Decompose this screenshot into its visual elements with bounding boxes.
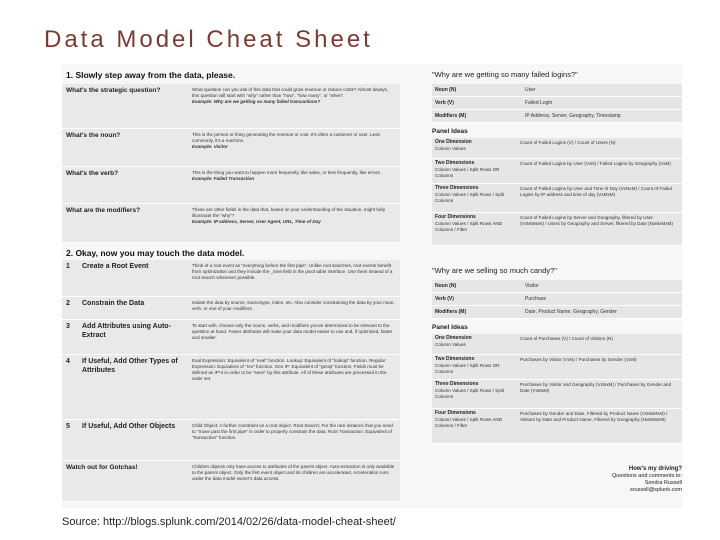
page-title: Data Model Cheat Sheet: [44, 26, 373, 53]
cheat-sheet: [62, 64, 682, 508]
step-desc: Eval Expression: Equivalent of "eval" function. Lookup: Equivalent of "lookup" function. Regular Expression: Equivalent of "rex" function. Geo IP: Equivalent of "geoip" function. Fields must be defined as IP*4 in order to be "seen" by this attribute. All of these attributes are processed in the order set.: [192, 358, 387, 381]
example1-nvm-table: [432, 84, 682, 123]
step-desc: To start with, choose only the nouns, verbs, and modifiers you've determined to be relevant to the question at hand. Fewer attributes will make your data model easier to use and, if optimized, faster and smaller.: [192, 323, 393, 340]
table-row: One Dimension Column Values Count of Purchases (V) / Count of Visitors (N): [432, 334, 682, 355]
step-label: If Useful, Add Other Types of Attributes: [82, 358, 178, 374]
step-label: Constrain the Data: [82, 300, 145, 307]
step-desc: Child Object: A further constraint on a root object. Root Search: For the rare instance that you need to "move past the first pipe" in order to properly constrain the data. Root Transaction: Equivalent of "transaction" function.: [192, 423, 393, 440]
strategic-question-row: [62, 84, 400, 129]
noun-row: [62, 129, 400, 167]
contact-info: How's my driving? Questions and comments to: Sondra Russell srussell@splunk.com: [611, 466, 682, 493]
example1-panel-label: Panel Ideas: [432, 128, 468, 135]
step-row: [62, 320, 400, 355]
step-row: [62, 260, 400, 297]
table-row: Two Dimensions Column Values / Split Rows OR Columns Count of Failed Logins by User (VxN) / Failed Logins by Geography (VxM): [432, 159, 682, 184]
gotchas-desc: Children objects only have access to attributes of the parent object. Auto-extraction is only available to the parent object. Only the first event object and its children are accelerated. Acceleration runs under the data model owner's data access.: [192, 464, 395, 481]
example1-question: "Why are we getting so many failed logins?": [432, 70, 578, 79]
example2-question: "Why are we selling so much candy?": [432, 266, 557, 275]
section2-heading: 2. Okay, now you may touch the data model.: [66, 248, 245, 258]
step-number: 3: [66, 323, 70, 330]
gotchas-row: [62, 461, 400, 502]
step-row: [62, 420, 400, 461]
row-desc: These are other fields in the data that, based on your understanding of the situation, might help illuminate the "why"? Example: IP address, Server, User Agent, URL, Time of Day: [192, 207, 386, 224]
section1-heading: 1. Slowly step away from the data, please.: [66, 70, 236, 80]
step-label: Add Attributes using Auto-Extract: [82, 323, 171, 339]
table-row: Three Dimensions Column Values / Split Rows / Split Columns Count of Failed Logins by User and Time of Day (VxNxM) / Count of Failed Logins by IP address and time of day (VxMxM): [432, 184, 682, 213]
right-column: [432, 64, 682, 508]
row-label: What's the strategic question?: [66, 87, 161, 94]
step-number: 1: [66, 263, 70, 270]
row-label: What are the modifiers?: [66, 207, 141, 214]
table-row: Verb (V) Purchase: [432, 293, 682, 306]
source-citation: Source: http://blogs.splunk.com/2014/02/26/data-model-cheat-sheet/: [62, 516, 396, 528]
table-row: Modifiers (M) Date, Product Name, Geography, Gender: [432, 306, 682, 319]
row-label: What's the verb?: [66, 170, 119, 177]
table-row: Three Dimensions Column Values / Split Rows / Split Columns Purchases by Visitor and Geography (VxNxM) / Purchases by Gender and Date (VxMxM): [432, 380, 682, 409]
step-number: 5: [66, 423, 70, 430]
step-row: [62, 355, 400, 420]
table-row: Noun (N) User: [432, 84, 682, 97]
row-label: What's the noun?: [66, 132, 121, 139]
row-desc: This is the thing you want to happen more frequently, like sales, or less frequently, like errors. Example: Failed Transaction: [192, 170, 382, 181]
gotchas-label: Watch out for Gotchas!: [66, 464, 138, 471]
table-row: Verb (V) Failed Login: [432, 97, 682, 110]
step-label: If Useful, Add Other Objects: [82, 423, 176, 430]
example2-nvm-table: [432, 280, 682, 319]
row-desc: What question can you ask of this data that could grow revenue or reduce costs? Almost always, this question will start with "why" rather than "how", "how many", or "when". Example: Why are we getting so many failed transactions?: [192, 87, 389, 104]
example2-panel-label: Panel Ideas: [432, 324, 468, 331]
step-desc: Think of a root event as "everything before the first pipe". Unlike root searches, root events benefit from optimization and they include the _time field in the pivot table interface. Use them instead of a root search whenever possible.: [192, 263, 393, 280]
row-desc: This is the person or thing generating the revenue or cost. It's often a customer or user. Less commonly, it's a machine. Example: Visitor: [192, 132, 380, 149]
step-label: Create a Root Event: [82, 263, 149, 270]
modifiers-row: [62, 204, 400, 243]
verb-row: [62, 167, 400, 204]
step-row: [62, 297, 400, 320]
table-row: Four Dimensions Column Values / Split Rows AND Columns / Filter Count of Failed Logins by Server and Geography, filtered by User (VxMxMxN) / Users by Geography and Server, filtered by Date (NxMxMxM): [432, 213, 682, 246]
table-row: Two Dimensions Column Values / Split Rows OR Columns Purchases by Visitor (VxN) / Purchases by Gender (VxM): [432, 355, 682, 380]
step-desc: Isolate the data by source, sourcetype, index, etc. Also consider constraining the data by your noun, verb, or one of your modifiers.: [192, 300, 395, 311]
table-row: Four Dimensions Column Values / Split Rows AND Columns / Filter Purchases by Gender and Date, Filtered by Product Name (VxMxMxM) / Visitors by Date and Product Name, Filtered by Geography (NxMxMxM): [432, 409, 682, 444]
table-row: One Dimension Column Values Count of Failed Logins (V) / Count of Users (N): [432, 138, 682, 159]
table-row: Modifiers (M) IP Address, Server, Geography, Timestamp: [432, 110, 682, 123]
step-number: 4: [66, 358, 70, 365]
table-row: Noun (N) Visitor: [432, 280, 682, 293]
left-column: [62, 64, 400, 508]
step-number: 2: [66, 300, 70, 307]
